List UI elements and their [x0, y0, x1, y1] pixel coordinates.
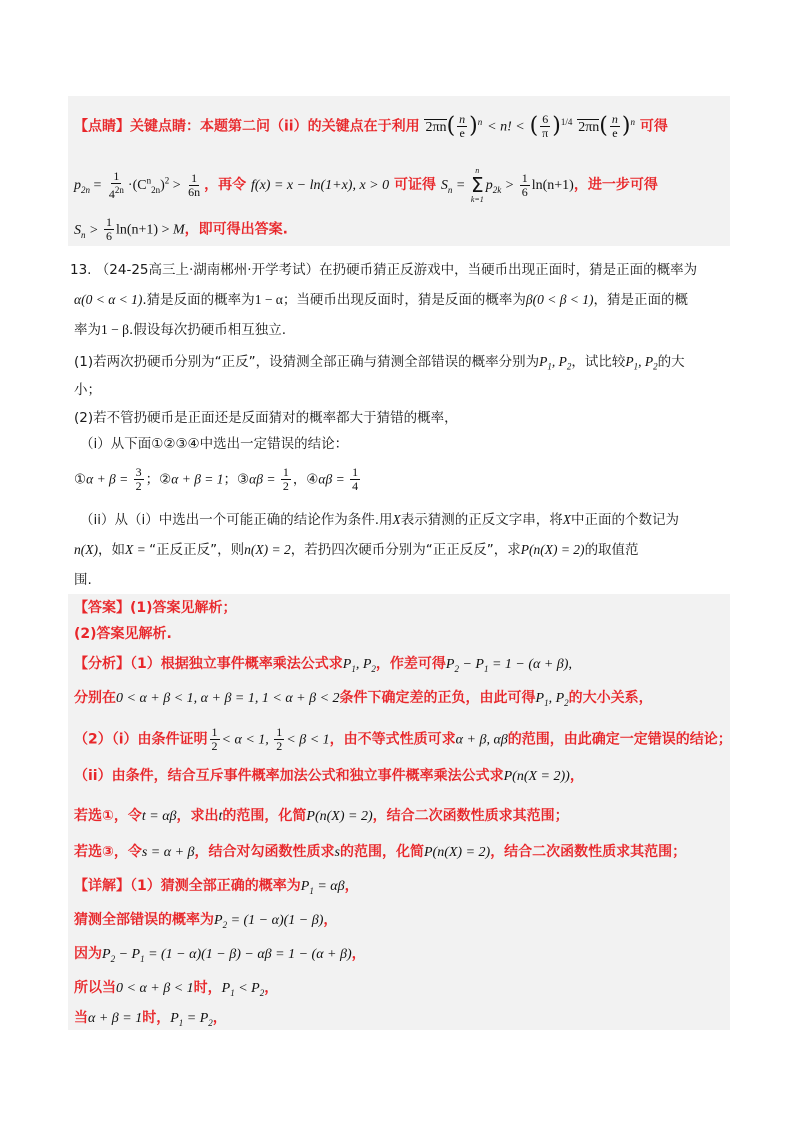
analysis-l5a: 若选①，令	[74, 808, 142, 824]
q13-line2a: .猜是反面的概率为	[142, 292, 255, 308]
detail-d3b: ，	[351, 946, 366, 962]
q13-p1b: ，试比较	[571, 354, 626, 370]
option-3: ；③	[223, 471, 250, 488]
analysis-l1a: 【分析】（1）根据独立事件概率乘法公式求	[74, 656, 343, 672]
detail-line-1: 【详解】（1）猜测全部正确的概率为$P_1 = \alpha\beta$，	[74, 878, 359, 896]
tip-kede: 可得	[639, 118, 668, 135]
option-1: ①	[74, 471, 87, 488]
q13-p2ii-c: 中正面的个数记为	[571, 512, 680, 528]
analysis-l3b: ，由不等式性质可求	[329, 731, 456, 748]
q13-line2c: ，猜是正面的概	[593, 292, 689, 308]
detail-line-3: 因为$P_2 - P_1 = (1 - \alpha)(1 - \beta) - \alpha\beta = 1 - (\alpha + \beta)$，	[74, 946, 366, 964]
q13-p1a: (1)若两次扔硬币分别为“正反”，设猜测全部正确与猜测全部错误的概率分别为	[74, 354, 540, 370]
detail-d4a: 所以当	[74, 980, 116, 996]
q13-p2ii-b: 表示猜测的正反文字串，将	[400, 512, 563, 528]
detail-d3a: 因为	[74, 946, 102, 962]
analysis-l5b: ，求出	[176, 808, 219, 824]
analysis-l6b: ，结合对勾函数性质求	[194, 844, 335, 860]
q13-p2ii-d: ，如	[98, 542, 125, 558]
q13-p2ii-h: 围.	[74, 572, 92, 588]
analysis-line-4: （ii）由条件，结合互斥事件概率加法公式和独立事件概率乘法公式求P(n(X = 2))，	[74, 768, 584, 784]
q13-options: ①α + β = $\frac{3}{2}$ ；②α + β = 1；③αβ = $\frac{1}{2}$ ，④αβ = $\frac{1}{4}$	[74, 465, 359, 493]
q13-p1d: 小；	[74, 382, 101, 398]
q13-p2ii-g: 的取值范	[584, 542, 639, 558]
analysis-l2c: 的大小关系，	[568, 690, 653, 706]
detail-d5b: 时，	[142, 1010, 171, 1026]
tip-kezhengde: 可证得	[393, 177, 436, 193]
tip-line-3: $S_n$ > $\frac{1}{6}$ ln(n+1) > M，即可得出答案.	[74, 215, 288, 243]
analysis-l3a: （2）（i）由条件证明	[74, 731, 208, 748]
answer-line-1	[74, 598, 237, 618]
analysis-line-1: 【分析】（1）根据独立事件概率乘法公式求$P_1$, $P_2$，作差可得$P_2 - P_1 = 1 - (\alpha + \beta)$,	[74, 656, 572, 674]
detail-d1a: 【详解】（1）猜测全部正确的概率为	[74, 878, 301, 894]
option-4: ，④	[292, 471, 319, 488]
analysis-l3c: 的范围，由此确定一定错误的结论；	[507, 731, 732, 748]
answer-line-2	[74, 624, 172, 644]
tip-label: 【点睛】关键点睛：本题第二问（ii）的关键点在于利用	[74, 118, 420, 135]
analysis-l6d: ，结合二次函数性质求其范围；	[490, 844, 687, 860]
q13-line3a: 率为	[74, 322, 101, 338]
q13-part2-ii-3	[74, 570, 92, 590]
tip-line-2: $p_{2n}$ = $\frac{1}{4^{2n}}$ $\cdot(C^n_{2n})^2$ > $\frac{1}{6n}$ ，再令 f(x) = x − ln(1+x), x > 0 可证得 $S_n$ = n Σ k=1 $p_{2k}$ > $\frac{1}{6}$ ln(n+1)，进一步可得	[74, 166, 658, 204]
q13-number: 13.	[70, 262, 92, 278]
q13-p2ii-e: “正反正反”，则	[149, 542, 245, 558]
detail-d4c: ，	[264, 980, 279, 996]
detail-d5c: ，	[212, 1010, 227, 1026]
answer-a2: (2)答案见解析.	[74, 626, 172, 642]
analysis-line-3: （2）（i）由条件证明 $\frac{1}{2}$ < α < 1, $\frac{1}{2}$ < β < 1，由不等式性质可求α + β, αβ的范围，由此确定一定错误的结论；	[74, 725, 732, 753]
q13-line-3: 率为1 − β.假设每次扔硬币相互独立.	[74, 322, 287, 338]
analysis-l5d: ，结合二次函数性质求其范围；	[372, 808, 569, 824]
detail-d4b: 时，	[193, 980, 222, 996]
tip-line-1: 【点睛】关键点睛：本题第二问（ii）的关键点在于利用 2πn( $\frac{n}{e}$ )$^n$ < n! < ( $\frac{6}{\pi}$ )$^{1/4}$ 2πn( $\frac{n}{e}$ )$^n$ 可得	[74, 112, 668, 141]
analysis-l1b: ，作差可得	[375, 656, 446, 672]
analysis-l4b: ，	[569, 768, 584, 784]
analysis-l2a: 分别在	[74, 690, 116, 706]
detail-line-5: 当α + β = 1时，$P_1 = P_2$，	[74, 1010, 227, 1028]
q13-line1: 在扔硬币猜正反游戏中，当硬币出现正面时，猜是正面的概率为	[319, 262, 698, 278]
tip-zailing: ，再令	[204, 177, 247, 193]
answer-a1: 【答案】(1)答案见解析；	[74, 600, 237, 616]
detail-d2b: ，	[323, 912, 338, 928]
tip-jinyibu: ，进一步可得	[573, 177, 658, 193]
q13-line-1	[70, 260, 697, 280]
analysis-line-2: 分别在0 < α + β < 1, α + β = 1, 1 < α + β < 2条件下确定差的正负，由此可得$P_1$, $P_2$的大小关系，	[74, 690, 653, 708]
analysis-line-5: 若选①，令t = αβ，求出t的范围，化简P(n(X) = 2)，结合二次函数性质求其范围；	[74, 808, 569, 824]
tip-end: ，即可得出答案.	[184, 221, 288, 238]
detail-d1b: ，	[344, 878, 359, 894]
analysis-line-6: 若选③，令s = α + β，结合对勾函数性质求s的范围，化简P(n(X) = 2)，结合二次函数性质求其范围；	[74, 844, 687, 860]
q13-part1-end	[74, 380, 101, 400]
detail-line-2: 猜测全部错误的概率为$P_2 = (1 - \alpha)(1 - \beta)$，	[74, 912, 338, 930]
option-2: ；②	[145, 471, 172, 488]
q13-line-2: α(0 < α < 1).猜是反面的概率为1 − α；当硬币出现反面时，猜是反面的概率为β(0 < β < 1)，猜是正面的概	[74, 292, 689, 308]
q13-line3b: .假设每次扔硬币相互独立.	[128, 322, 287, 338]
q13-p2ii-a: （ii）从（i）中选出一个可能正确的结论作为条件.用	[80, 512, 393, 528]
detail-d5a: 当	[74, 1010, 88, 1026]
analysis-l6a: 若选③，令	[74, 844, 142, 860]
detail-line-4: 所以当0 < α + β < 1时，$P_1 < P_2$，	[74, 980, 279, 998]
analysis-l4a: （ii）由条件，结合互斥事件概率加法公式和独立事件概率乘法公式求	[74, 768, 504, 784]
analysis-l2b: 条件下确定差的正负，由此可得	[339, 690, 536, 706]
q13-part1: (1)若两次扔硬币分别为“正反”，设猜测全部正确与猜测全部错误的概率分别为$P_1$, $P_2$，试比较$P_1$, $P_2$的大	[74, 354, 685, 372]
q13-part2-ii-2: n(X)，如X = “正反正反”，则n(X) = 2，若扔四次硬币分别为“正正反反”，求P(n(X) = 2)的取值范	[74, 542, 639, 558]
q13-part2	[74, 408, 458, 428]
q13-p1c: 的大	[657, 354, 685, 370]
q13-p2ii-f: ，若扔四次硬币分别为“正正反反”，求	[290, 542, 521, 558]
q13-source: （24-25高三上·湖南郴州·开学考试）	[95, 262, 320, 278]
q13-p2i: （i）从下面①②③④中选出一定错误的结论：	[80, 436, 349, 452]
q13-line2b: ；当硬币出现反面时，猜是反面的概率为	[282, 292, 526, 308]
detail-d2a: 猜测全部错误的概率为	[74, 912, 214, 928]
analysis-l6c: 的范围，化简	[339, 844, 424, 860]
q13-p2: (2)若不管扔硬币是正面还是反面猜对的概率都大于猜错的概率，	[74, 410, 458, 426]
q13-part2-ii: （ii）从（i）中选出一个可能正确的结论作为条件.用X表示猜测的正反文字串，将X中正面的个数记为	[80, 512, 680, 528]
q13-part2-i	[80, 434, 348, 454]
analysis-l5c: 的范围，化简	[222, 808, 307, 824]
